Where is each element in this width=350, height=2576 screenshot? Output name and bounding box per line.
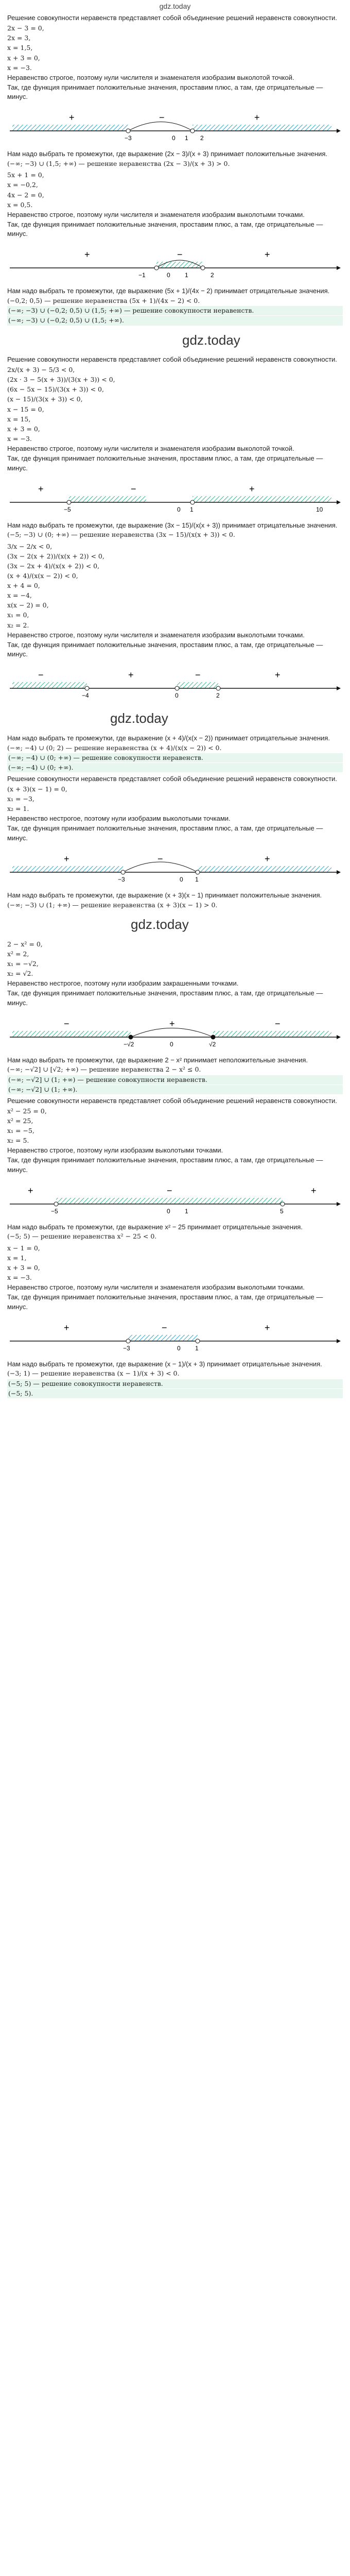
sign-label: −: [38, 670, 44, 681]
open-point: [216, 686, 220, 690]
section-1: [7, 13, 343, 168]
section-2: [7, 171, 343, 325]
sign-label: +: [275, 670, 281, 681]
sign-label: −: [159, 112, 165, 123]
shaded-interval: [128, 1335, 198, 1341]
equation-line: x₂ = 1.: [7, 805, 29, 813]
sign-label: +: [265, 853, 270, 864]
tick-label: −3: [125, 134, 132, 142]
tick-label: −4: [82, 692, 89, 700]
answer-text: (−5; −3) ∪ (0; +∞) — решение неравенства (3x − 15)/(x(x + 3)) < 0.: [7, 531, 235, 539]
shaded-interval: [12, 125, 128, 131]
sign-label: −: [167, 1185, 172, 1196]
equation-line: x² − 25 = 0,: [7, 1107, 47, 1115]
sign-label: −: [157, 853, 163, 864]
equation-line: x − 15 = 0,: [7, 405, 44, 413]
equation-line: x = 15,: [7, 415, 31, 423]
equation-line: x₂ = √2.: [7, 969, 33, 977]
open-point: [67, 500, 71, 504]
section-3: [7, 355, 343, 539]
number-line: [7, 477, 342, 518]
arrow-icon: [337, 870, 341, 874]
tick-label: 10: [316, 505, 323, 513]
equation-line: x = −4,: [7, 591, 32, 600]
final-answer: (−∞; −4) ∪ (0; +∞).: [7, 763, 343, 772]
explanation-text: Так, где функция принимает положительные значения, проставим плюс, а там, где отрицательные — минус.: [7, 989, 323, 1007]
number-line: [7, 242, 342, 283]
number-line: [7, 1011, 342, 1053]
shaded-interval: [192, 125, 331, 131]
tick-label: 0: [180, 875, 183, 883]
explanation-text: Нам надо выбрать те промежутки, где выражение 2 − x² принимает неположительные значения.: [7, 1056, 308, 1064]
open-point: [190, 500, 195, 504]
shaded-interval: [177, 682, 218, 688]
sign-label: +: [64, 853, 69, 864]
sign-label: −: [162, 1322, 167, 1333]
explanation-text: Нам надо выбрать те промежутки, где выражение (x + 3)(x − 1) принимает положительные значения.: [7, 891, 322, 899]
explanation-text: Неравенство строгое, поэтому нули числителя и знаменателя изобразим выколотыми точками.: [7, 1283, 305, 1292]
explanation-text: Неравенство строгое, поэтому нули числителя и знаменателя изобразим выколотыми точками.: [7, 210, 305, 218]
shaded-interval: [198, 866, 331, 872]
equation-line: x₁ = −5,: [7, 1126, 34, 1134]
sign-label: −: [131, 483, 136, 494]
explanation-text: Неравенство строгое, поэтому нули изобразим выколотыми точками.: [7, 1146, 223, 1155]
explanation-text: Неравенство строгое, поэтому нули числителя и знаменателя изобразим выколотыми точками.: [7, 631, 305, 639]
tick-label: 1: [185, 134, 188, 142]
equation-line: (x + 4)/(x(x − 2)) < 0,: [7, 571, 78, 580]
answer-text: (−∞; −3) ∪ (−0,2; 0,5) ∪ (1,5; +∞) — решение совокупности неравенств.: [7, 306, 343, 315]
number-line: [7, 846, 342, 888]
explanation-text: Нам надо выбрать те промежутки, где выражение (x − 1)/(x + 3) принимает отрицательные значения.: [7, 1360, 322, 1368]
equation-line: (x − 15)/(3(x + 3)) < 0,: [7, 395, 83, 403]
equation-line: 3/x − 2/x < 0,: [7, 542, 52, 550]
final-answer: (−∞; −√2] ∪ (1; +∞).: [7, 1085, 343, 1094]
tick-label: √2: [209, 1040, 216, 1048]
equation-line: x = 1,: [7, 1253, 27, 1262]
equation-line: 2x/(x + 3) − 5/3 < 0,: [7, 366, 75, 374]
sign-label: −: [275, 1018, 281, 1029]
tick-label: 0: [177, 1344, 181, 1352]
tick-label: −√2: [124, 1040, 134, 1048]
open-point: [281, 1202, 285, 1206]
sign-label: +: [64, 1322, 69, 1333]
equation-line: x + 3 = 0,: [7, 1263, 40, 1272]
open-point: [126, 1339, 130, 1343]
sign-label: +: [265, 1322, 270, 1333]
open-point: [54, 1202, 58, 1206]
tick-label: 2: [200, 134, 204, 142]
tick-label: −5: [51, 1207, 58, 1215]
equation-line: x₂ = 5.: [7, 1136, 29, 1144]
intro-text: Решение совокупности неравенств представляет собой объединение решений неравенств совокупности.: [7, 1096, 337, 1105]
explanation-text: Нам надо выбрать те промежутки, где выражение (3x − 15)/(x(x + 3)) принимает отрицательные значения.: [7, 521, 338, 529]
explanation-text: Так, где функция принимает положительные значения, проставим плюс, а там, где отрицательные — минус.: [7, 1293, 323, 1311]
tick-label: 0: [175, 692, 179, 700]
answer-text: (−5; 5) — решение совокупности неравенств.: [7, 1379, 343, 1388]
answer-text: (−∞; −√2] ∪ (1; +∞) — решение совокупности неравенств.: [7, 1075, 343, 1084]
equation-line: x(x − 2) = 0,: [7, 601, 49, 609]
equation-line: x₁ = −√2,: [7, 959, 39, 968]
tick-label: 0: [167, 1207, 170, 1215]
explanation-text: Так, где функция принимает положительные значения, проставим плюс, а там, где отрицательные — минус.: [7, 640, 323, 658]
section-4: [7, 542, 343, 773]
tick-label: −3: [118, 875, 125, 883]
sign-label: +: [38, 483, 44, 494]
explanation-text: Неравенство нестрогое, поэтому нули изобразим закрашенными точками.: [7, 979, 239, 988]
tick-label: 1: [185, 272, 188, 279]
tick-label: 2: [216, 692, 220, 700]
open-point: [85, 686, 89, 690]
arrow-icon: [337, 1339, 341, 1343]
equation-line: (x + 3)(x − 1) = 0,: [7, 785, 67, 793]
equation-line: x − 1 = 0,: [7, 1244, 40, 1252]
equation-line: x₁ = −3,: [7, 795, 34, 803]
sign-arc: [131, 1028, 213, 1037]
answer-text: (−3; 1) — решение неравенства (x − 1)/(x + 3) < 0.: [7, 1369, 180, 1378]
answer-text: (−∞; −3) ∪ (1,5; +∞) — решение неравенства (2x − 3)/(x + 3) > 0.: [7, 160, 230, 168]
tick-label: −5: [64, 505, 71, 513]
sign-label: +: [128, 670, 134, 681]
final-answer: (−5; 5).: [7, 1389, 343, 1398]
arrow-icon: [337, 1035, 341, 1039]
sign-arc: [128, 122, 192, 131]
equation-line: (6x − 5x − 15)/(3(x + 3)) < 0,: [7, 385, 104, 394]
number-line: [7, 1178, 342, 1219]
tick-label: 1: [190, 505, 194, 513]
equation-line: x² = 2,: [7, 950, 29, 958]
shaded-interval: [12, 866, 123, 872]
equation-line: x = −3.: [7, 1273, 32, 1281]
tick-label: −1: [138, 272, 146, 279]
sign-label: +: [254, 112, 260, 123]
shaded-interval: [69, 496, 146, 502]
equation-line: x = −0,2,: [7, 181, 38, 189]
open-point: [196, 1339, 200, 1343]
tick-label: 1: [195, 1344, 199, 1352]
intro-text: Решение совокупности неравенств представляет собой объединение решений неравенств совокупности.: [7, 775, 337, 783]
explanation-text: Неравенство строгое, поэтому нули числителя и знаменателя изобразим выколотой точкой.: [7, 445, 294, 453]
sign-label: −: [195, 670, 201, 681]
equation-line: x₂ = 2.: [7, 621, 29, 629]
shaded-interval: [12, 1031, 131, 1037]
sign-label: +: [249, 483, 255, 494]
section-7: [7, 1096, 343, 1242]
explanation-text: Нам надо выбрать те промежутки, где выражение (2x − 3)/(x + 3) принимает положительные значения.: [7, 150, 327, 158]
explanation-text: Так, где функция принимает положительные значения, проставим плюс, а там, где отрицательные — минус.: [7, 824, 323, 842]
tick-label: 1: [195, 875, 199, 883]
section-8: [7, 1244, 343, 1398]
equation-line: x² = 25,: [7, 1116, 33, 1125]
open-point: [196, 870, 200, 874]
equation-line: x = −3.: [7, 63, 32, 72]
equation-line: 2x − 3 = 0,: [7, 24, 44, 32]
section-6: [7, 940, 343, 1094]
open-point: [126, 129, 130, 133]
explanation-text: Так, где функция принимает положительные значения, проставим плюс, а там, где отрицательные — минус.: [7, 1156, 323, 1174]
equation-line: x₁ = 0,: [7, 611, 29, 619]
sign-label: +: [265, 249, 270, 260]
equation-line: 2 − x² = 0,: [7, 940, 43, 948]
tick-label: 5: [280, 1207, 284, 1215]
arrow-icon: [337, 686, 341, 690]
shaded-interval: [213, 1031, 331, 1037]
closed-point: [211, 1035, 215, 1039]
explanation-text: Так, где функция принимает положительные значения, проставим плюс, а там, где отрицательные — минус.: [7, 83, 323, 101]
tick-label: 1: [185, 1207, 188, 1215]
number-line: [7, 105, 342, 146]
equation-line: 2x = 3,: [7, 34, 31, 42]
explanation-text: Нам надо выбрать те промежутки, где выражение (x + 4)/(x(x − 2)) принимает отрицательные значения.: [7, 734, 330, 742]
sign-label: +: [311, 1185, 317, 1196]
equation-line: x = 0,5.: [7, 200, 33, 209]
equation-line: (3x − 2x + 4)/(x(x + 2)) < 0,: [7, 562, 100, 570]
tick-label: 0: [167, 272, 170, 279]
tick-label: 0: [172, 134, 176, 142]
intro-text: Решение совокупности неравенств представляет собой объединение решений неравенств совокупности.: [7, 355, 337, 364]
final-answer: (−∞; −3) ∪ (−0,2; 0,5) ∪ (1,5; +∞).: [7, 316, 343, 325]
equation-line: (3x − 2(x + 2))/(x(x + 2)) < 0,: [7, 552, 104, 560]
equation-line: 4x − 2 = 0,: [7, 191, 44, 199]
explanation-text: Нам надо выбрать те промежутки, где выражение x² − 25 принимает отрицательные значения.: [7, 1223, 303, 1231]
answer-text: (−∞; −√2] ∪ [√2; +∞) — решение неравенства 2 − x² ≤ 0.: [7, 1065, 201, 1074]
equation-line: x + 4 = 0,: [7, 582, 40, 590]
shaded-interval: [192, 496, 331, 502]
equation-line: x = 1,5,: [7, 44, 33, 52]
open-point: [154, 266, 159, 270]
open-point: [201, 266, 205, 270]
answer-text: (−5; 5) — решение неравенства x² − 25 < 0.: [7, 1232, 157, 1241]
sign-label: +: [28, 1185, 33, 1196]
intro-text: Решение совокупности неравенств представляет собой объединение решений неравенств совокупности.: [7, 14, 337, 22]
explanation-text: Так, где функция принимает положительные значения, проставим плюс, а там, где отрицательные — минус.: [7, 220, 323, 238]
tick-label: 0: [177, 505, 181, 513]
watermark: gdz.today: [182, 332, 240, 348]
open-point: [175, 686, 179, 690]
explanation-text: Неравенство нестрогое, поэтому нули изобразим выколотыми точками.: [7, 815, 231, 823]
equation-line: 5x + 1 = 0,: [7, 171, 44, 179]
watermark: gdz.today: [110, 710, 168, 726]
arrow-icon: [337, 500, 341, 504]
answer-text: (−0,2; 0,5) — решение неравенства (5x + 1)/(4x − 2) < 0.: [7, 297, 200, 305]
tick-label: 2: [211, 272, 214, 279]
sign-label: +: [169, 1018, 175, 1029]
open-point: [121, 870, 125, 874]
closed-point: [129, 1035, 133, 1039]
number-line: [7, 1315, 342, 1357]
answer-text: (−∞; −4) ∪ (0; +∞) — решение совокупности неравенств.: [7, 753, 343, 762]
number-line: [7, 663, 342, 704]
equation-line: (2x · 3 − 5(x + 3))/(3(x + 3)) < 0,: [7, 376, 115, 384]
arrow-icon: [337, 129, 341, 133]
arrow-icon: [337, 1202, 341, 1206]
sign-label: −: [177, 249, 183, 260]
explanation-text: Неравенство строгое, поэтому нули числителя и знаменателя изобразим выколотой точкой.: [7, 73, 294, 81]
sign-label: −: [64, 1018, 69, 1029]
sign-label: +: [69, 112, 75, 123]
tick-label: 0: [170, 1040, 173, 1048]
sign-label: +: [84, 249, 90, 260]
shaded-interval: [56, 1198, 283, 1204]
explanation-text: Так, где функция принимает положительные значения, проставим плюс, а там, где отрицательные — минус.: [7, 454, 323, 472]
section-5: [7, 774, 343, 910]
explanation-text: Нам надо выбрать те промежутки, где выражение (5x + 1)/(4x − 2) принимает отрицательные значения.: [7, 287, 330, 295]
equation-line: x + 3 = 0,: [7, 425, 40, 433]
watermark-top: gdz.today: [159, 2, 191, 10]
equation-line: x = −3.: [7, 434, 32, 443]
arrow-icon: [337, 266, 341, 270]
equation-line: x + 3 = 0,: [7, 54, 40, 62]
tick-label: −3: [123, 1344, 130, 1352]
open-point: [190, 129, 195, 133]
answer-text: (−∞; −3) ∪ (1; +∞) — решение неравенства (x + 3)(x − 1) > 0.: [7, 901, 218, 909]
shaded-interval: [156, 262, 203, 268]
shaded-interval: [12, 682, 87, 688]
watermark: gdz.today: [131, 916, 189, 932]
answer-text: (−∞; −4) ∪ (0; 2) — решение неравенства (x + 4)/(x(x − 2)) < 0.: [7, 743, 222, 752]
